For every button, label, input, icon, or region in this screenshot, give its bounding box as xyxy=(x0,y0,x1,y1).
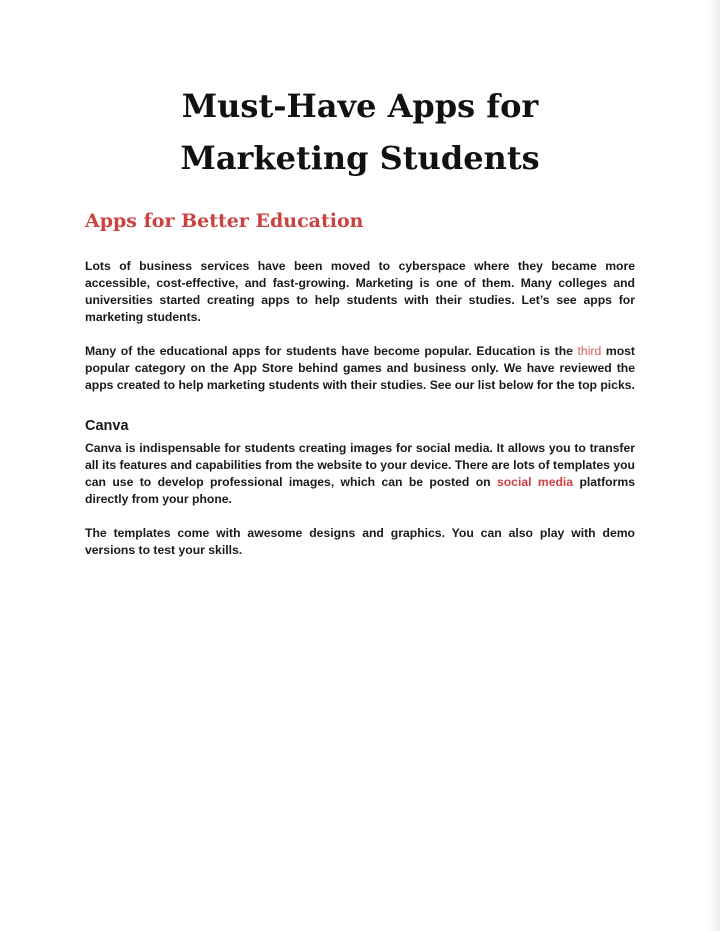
document-content xyxy=(85,80,635,576)
document-title: Must-Have Apps for Marketing Students xyxy=(180,87,540,177)
canva-text-before: Canva is indispensable for students creating images for social media. It allows you to transfer all its features and capabilities from the website to your device. There are lots of templates you can use to develop professional images, which can be posted on xyxy=(85,441,635,489)
intro-paragraph: Lots of business services have been moved to cyberspace where they became more accessible, cost-effective, and fast-growing. Marketing is one of them. Many colleges and universities started creating apps to help students with their studies. Let’s see apps for marketing students. xyxy=(85,259,635,324)
templates-paragraph: The templates come with awesome designs and graphics. You can also play with demo versions to test your skills. xyxy=(85,526,635,557)
section-heading: Apps for Better Education xyxy=(85,210,364,232)
social-media-link[interactable]: social media xyxy=(496,475,574,489)
popularity-paragraph xyxy=(85,343,635,394)
third-link[interactable]: third xyxy=(577,344,602,358)
popularity-text-before: Many of the educational apps for students have become popular. Education is the xyxy=(85,344,578,358)
page-edge-shadow xyxy=(706,0,720,931)
canva-paragraph xyxy=(85,440,635,508)
popularity-text-after: most popular category on the App Store behind games and business only. We have reviewed the apps created to help marketing students with their studies. See our list below for the top picks. xyxy=(85,344,635,392)
canva-text-after: platforms directly from your phone. xyxy=(85,475,635,506)
canva-heading: Canva xyxy=(85,418,129,434)
